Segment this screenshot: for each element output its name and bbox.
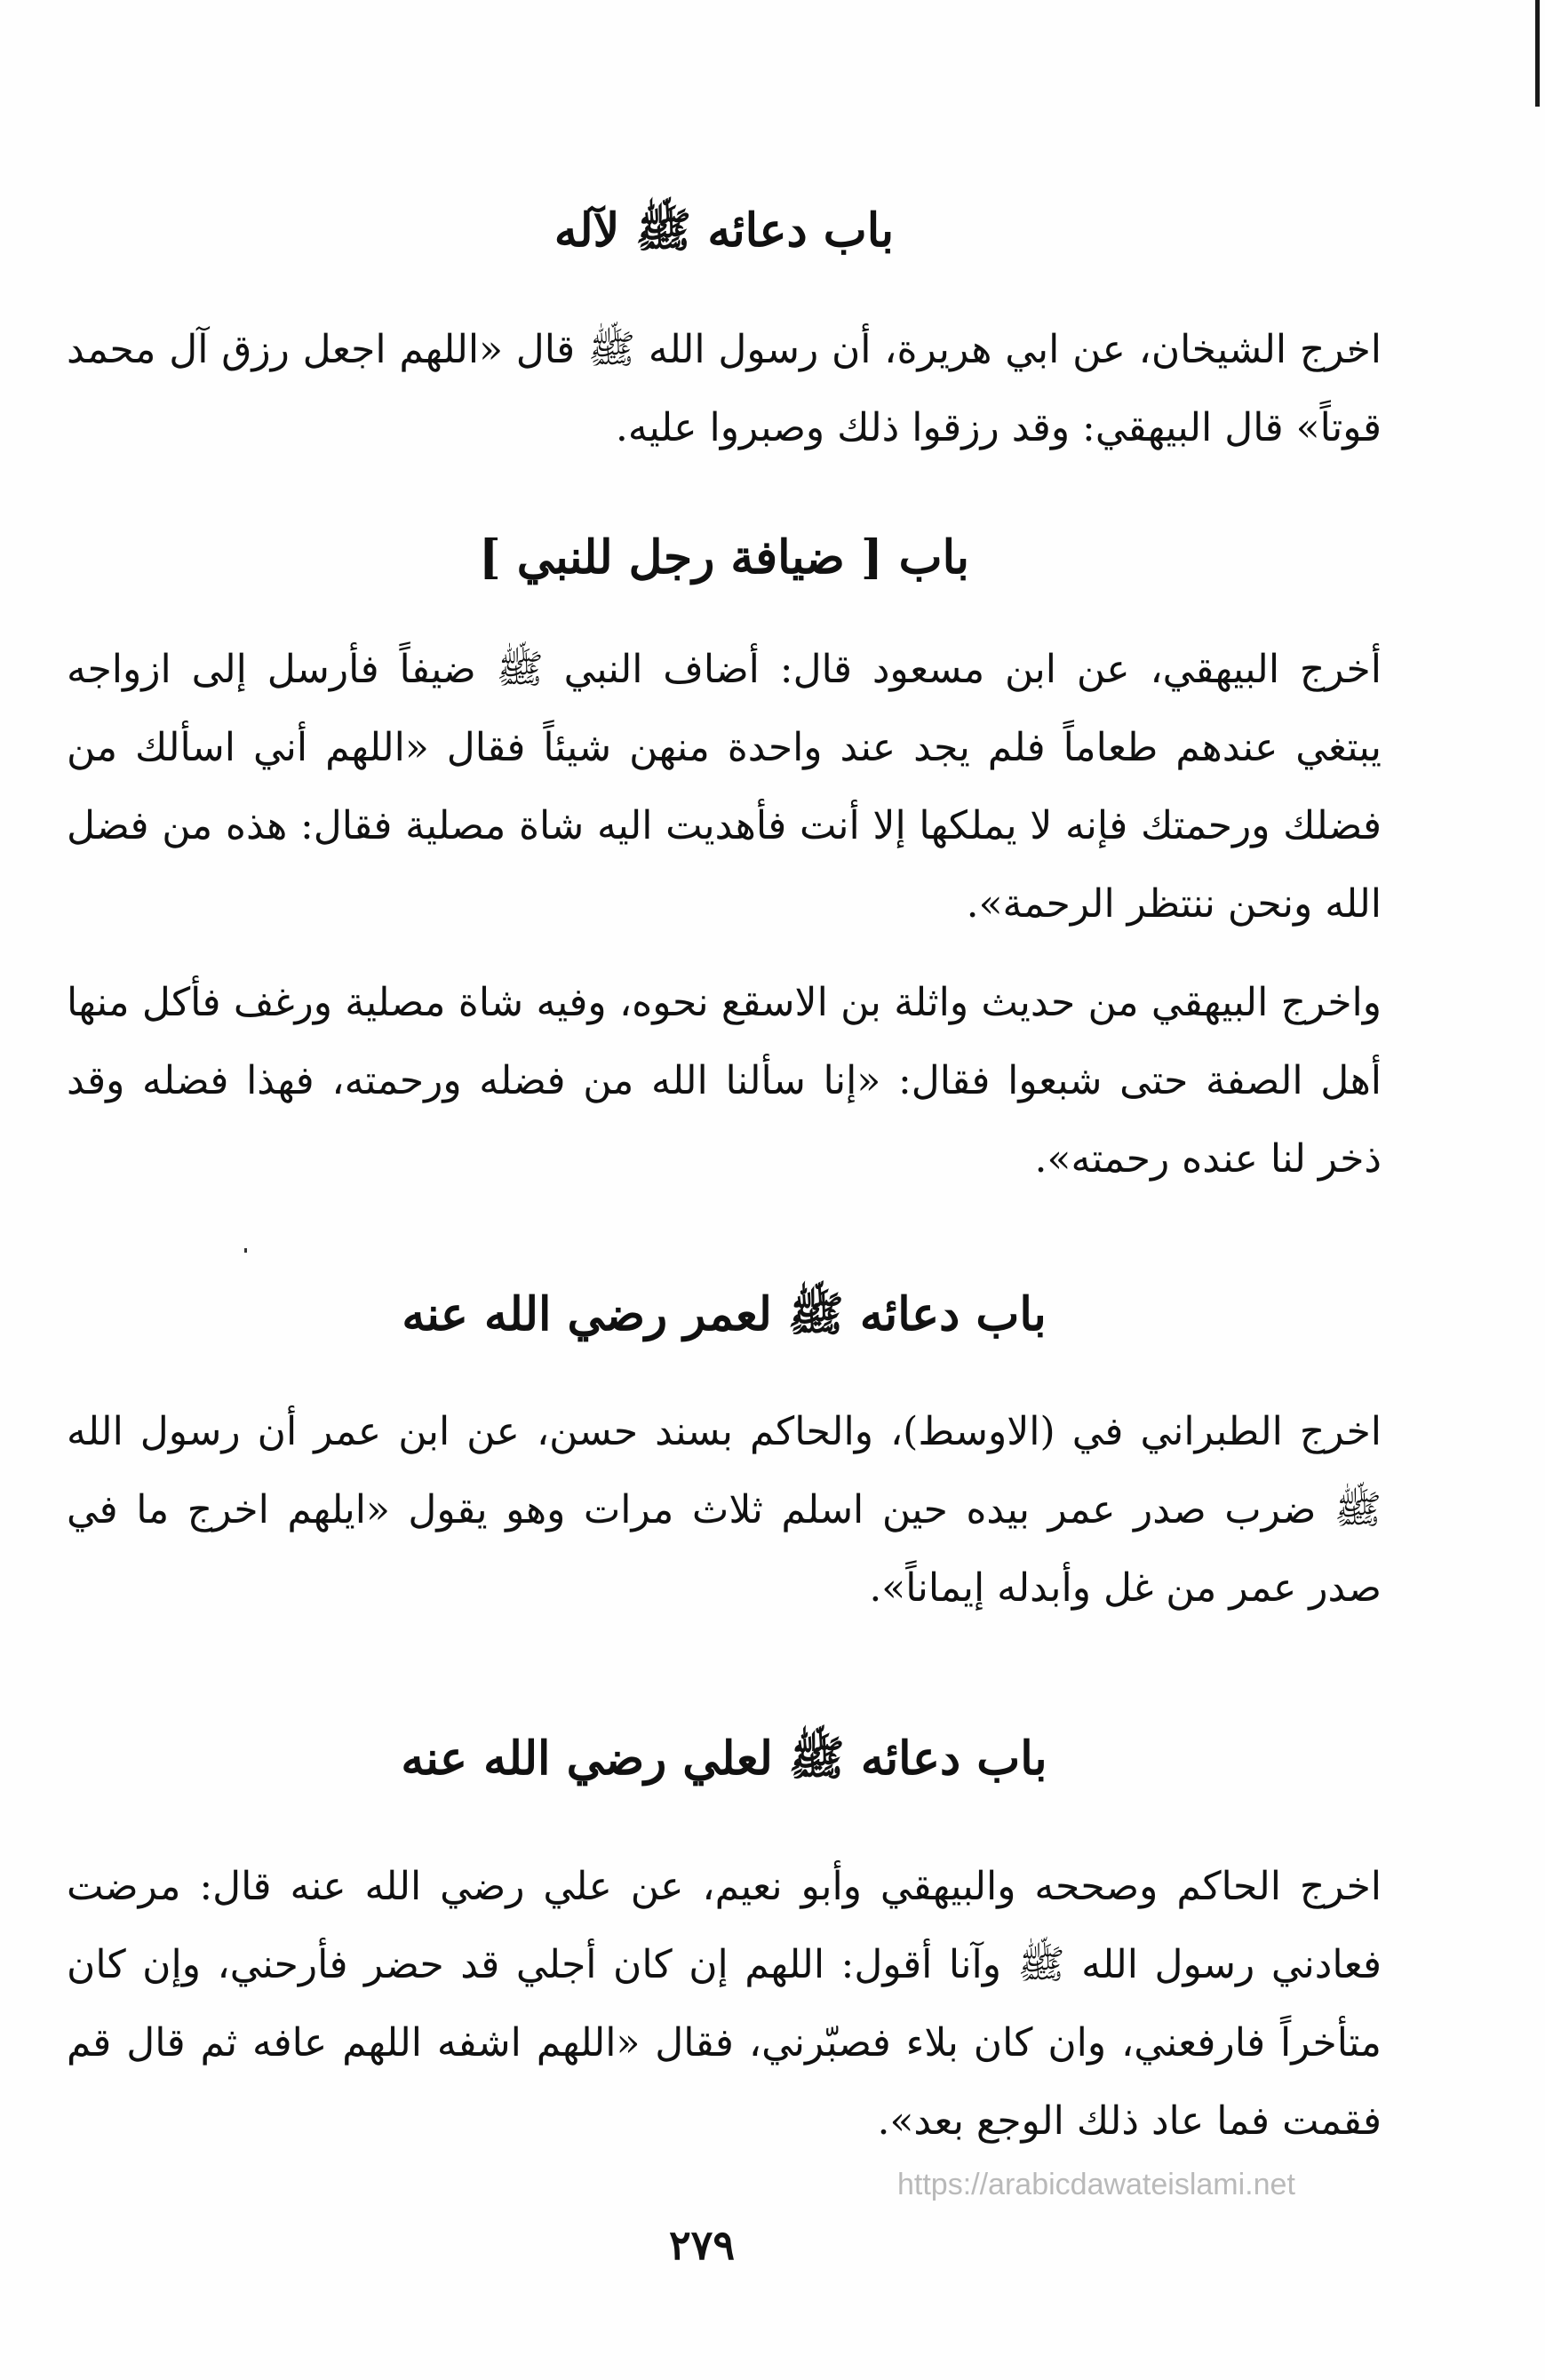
section-title-guest: باب [ ضيافة رجل للنبي ] xyxy=(479,530,969,585)
paragraph-family: اخرج الشيخان، عن ابي هريرة، أن رسول الله ﷺ قال «اللهم اجعل رزق آل محمد قوتاً» قال البيهقي: وقد رزقوا ذلك وصبروا عليه. xyxy=(67,327,1382,450)
section-title-family: باب دعائه ﷺ لآله xyxy=(553,203,895,258)
paragraph-guest-1: أخرج البيهقي، عن ابن مسعود قال: أضاف النبي ﷺ ضيفاً فأرسل إلى ازواجه يبتغي عندهم طعاماً فلم يجد عند واحدة منهن شيئاً فقال «اللهم أني اسألك من فضلك ورحمتك فإنه لا يملكها إلا أنت فأهديت اليه شاة مصلية فقال: هذه من فضل الله ونحن ننتظر الرحمة». xyxy=(67,647,1382,927)
scan-edge-mark xyxy=(1535,0,1540,107)
scan-speck xyxy=(244,1248,247,1253)
section-title-ali: باب دعائه ﷺ لعلي رضي الله عنه xyxy=(401,1731,1047,1786)
section-title-umar: باب دعائه ﷺ لعمر رضي الله عنه xyxy=(402,1287,1047,1341)
paragraph-guest-2: واخرج البيهقي من حديث واثلة بن الاسقع نحوه، وفيه شاة مصلية ورغف فأكل منها أهل الصفة حتى شبعوا فقال: «إنا سألنا الله من فضله ورحمته، فهذا فضله وقد ذخر لنا عنده رحمته». xyxy=(67,980,1382,1182)
watermark-url: https://arabicdawateislami.net xyxy=(897,2168,1295,2201)
paragraph-ali: اخرج الحاكم وصححه والبيهقي وأبو نعيم، عن علي رضي الله عنه قال: مرضت فعادني رسول الله ﷺ وآنا أقول: اللهم إن كان أجلي قد حضر فأرحني، وإن كان متأخراً فارفعني، وان كان بلاء فصبّرني، فقال «اللهم اشفه اللهم عافه ثم قال قم فقمت فما عاد ذلك الوجع بعد». xyxy=(67,1864,1382,2144)
paragraph-umar: اخرج الطبراني في (الاوسط)، والحاكم بسند حسن، عن ابن عمر أن رسول الله ﷺ ضرب صدر عمر بيده حين اسلم ثلاث مرات وهو يقول «ايلهم اخرج ما في صدر عمر من غل وأبدله إيماناً». xyxy=(67,1409,1382,1611)
page-number: ٢٧٩ xyxy=(668,2221,736,2269)
